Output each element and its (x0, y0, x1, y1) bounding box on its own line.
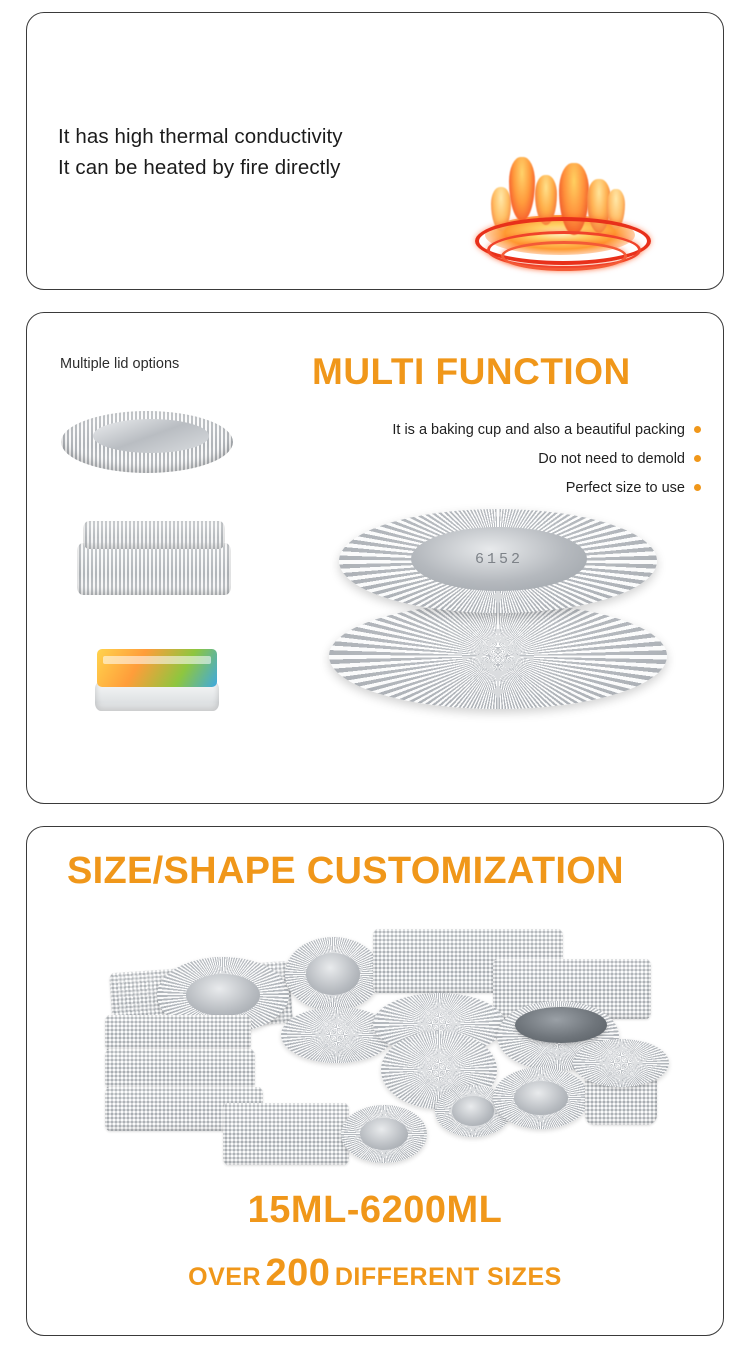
tray-core (514, 1081, 568, 1116)
size-shape-title: SIZE/SHAPE CUSTOMIZATION (67, 850, 624, 892)
different-sizes-label: DIFFERENT SIZES (334, 1263, 562, 1291)
plate-emboss-code: 6152 (411, 527, 587, 591)
printed-paper-lid (97, 649, 217, 687)
foil-round-deep-cup (285, 937, 381, 1011)
lid-thumb-printed-container (87, 641, 227, 717)
foil-deep-pan (223, 1103, 349, 1165)
thermal-line-2: It can be heated by fire directly (58, 156, 341, 179)
multi-function-bullet-list (392, 416, 701, 503)
flame-tongue (509, 157, 535, 221)
over-label: OVER (188, 1263, 262, 1291)
lid-thumb-rect-container (69, 515, 239, 601)
round-foil-lid (93, 419, 209, 453)
volume-range-text: 15ML-6200ML (247, 1189, 503, 1231)
lid-thumb-round-container (57, 401, 237, 477)
thermal-conductivity-panel (26, 12, 724, 290)
burner-ring-icon (501, 241, 627, 271)
multi-function-panel (26, 312, 724, 804)
bullet-text: Do not need to demold (538, 451, 685, 467)
rect-foil-tray (77, 543, 231, 595)
bullet-text: It is a baking cup and also a beautiful packing (392, 422, 685, 438)
foil-plate-bottom (329, 603, 667, 709)
dark-plastic-lid (515, 1007, 607, 1043)
foil-small-round-cup (341, 1105, 427, 1163)
rect-foil-lid (83, 521, 225, 549)
tray-core (452, 1096, 495, 1125)
bullet-dot-icon (694, 484, 701, 491)
size-shape-panel (26, 826, 724, 1336)
foil-oval-small (573, 1039, 669, 1087)
foil-shallow-tray (105, 1015, 251, 1051)
foil-shallow-tray (105, 1049, 255, 1089)
thermal-description (58, 121, 343, 183)
tray-core (360, 1118, 408, 1150)
multi-function-title: MULTI FUNCTION (312, 351, 631, 392)
flame-icon (467, 153, 677, 273)
tray-core (186, 974, 260, 1017)
list-item (392, 474, 701, 503)
foil-plate-top (339, 509, 657, 613)
bullet-dot-icon (694, 455, 701, 462)
size-count-line (27, 1252, 723, 1295)
size-count-value: 200 (265, 1252, 331, 1294)
lid-options-caption: Multiple lid options (60, 356, 180, 372)
list-item (392, 445, 701, 474)
product-group-image (105, 915, 665, 1175)
list-item (392, 416, 701, 445)
bullet-dot-icon (694, 426, 701, 433)
foil-round-tray-front (493, 1067, 589, 1129)
thermal-line-1: It has high thermal conductivity (58, 125, 343, 148)
tray-core (306, 953, 360, 994)
bullet-text: Perfect size to use (565, 480, 685, 496)
